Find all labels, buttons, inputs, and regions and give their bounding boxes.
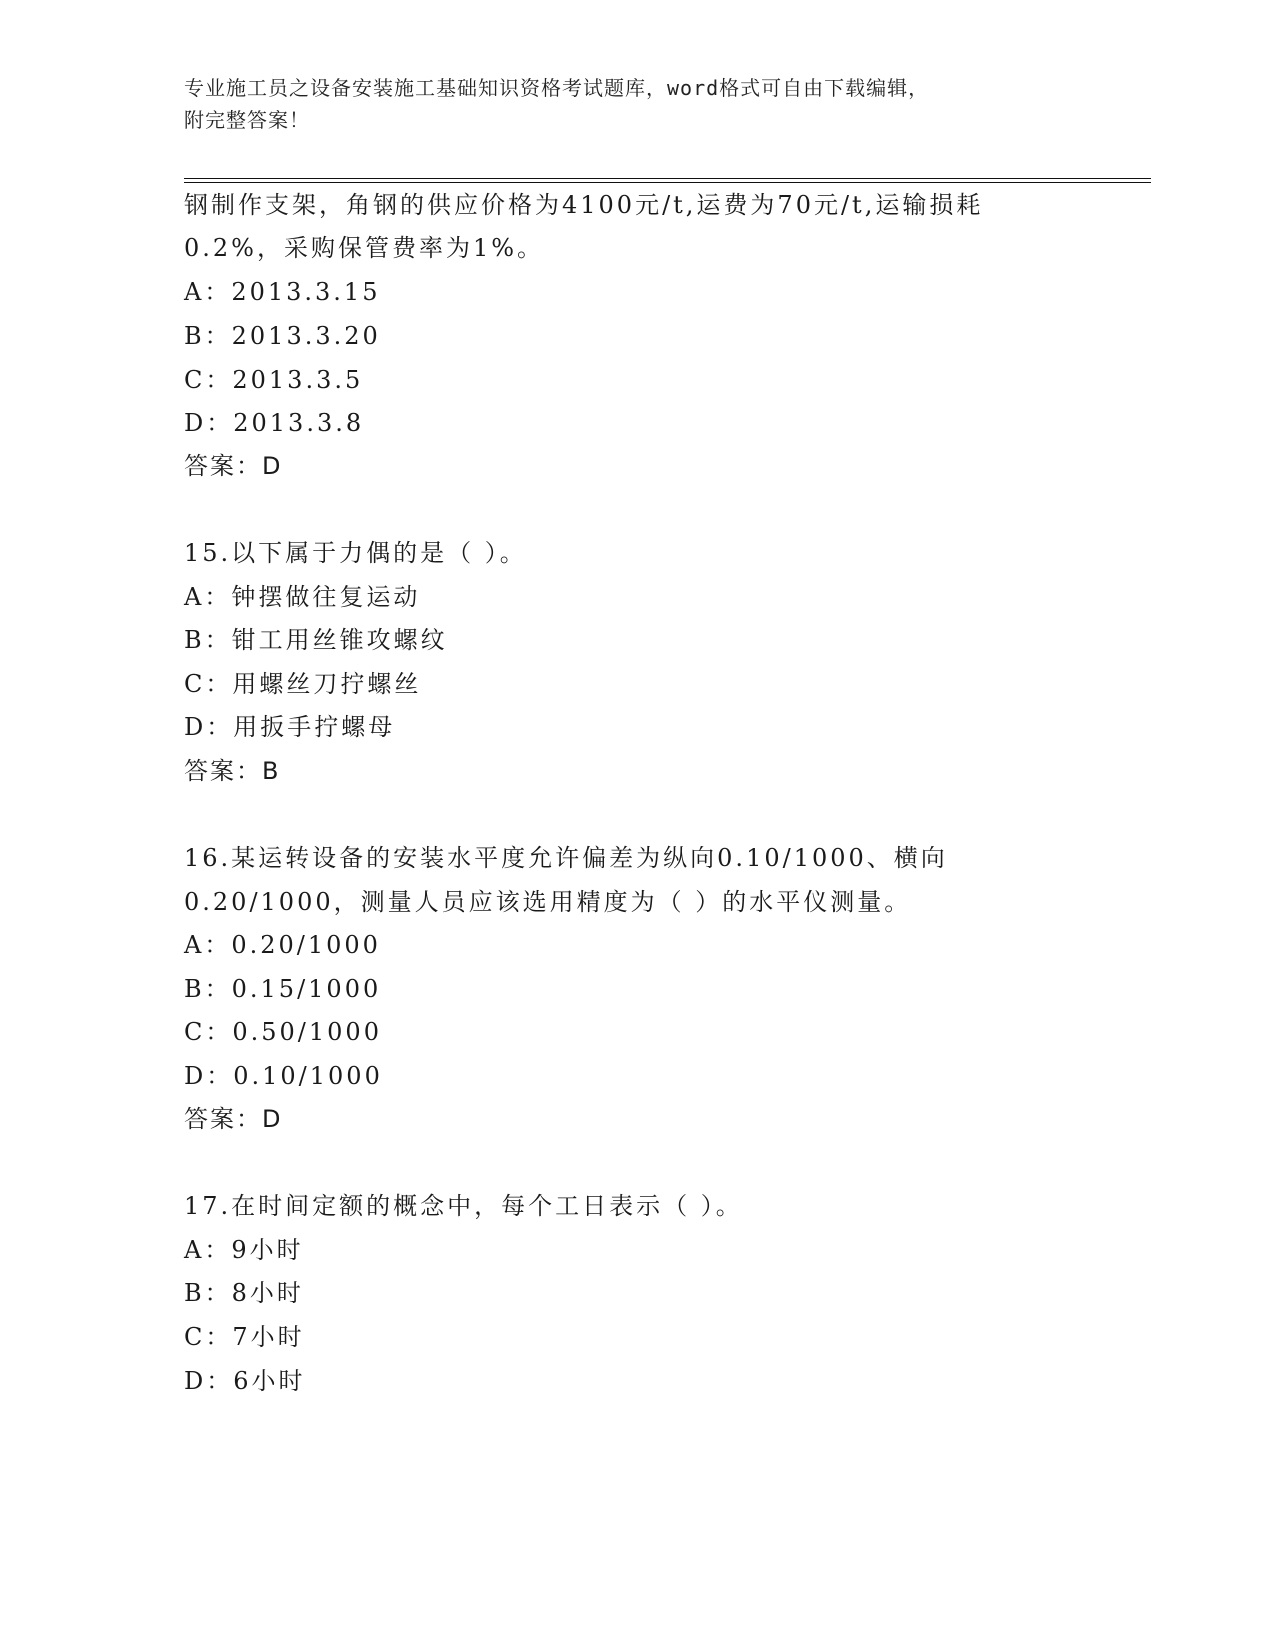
q14-option-d: D：2013.3.8 [184, 409, 365, 437]
q15-stem: 15.以下属于力偶的是（ ）。 [184, 539, 527, 567]
q14-stem-line-1: 钢制作支架，角钢的供应价格为4100元/t,运费为70元/t,运输损耗 [184, 191, 984, 219]
q17-option-b: B：8小时 [184, 1279, 304, 1307]
q16-stem-line-2: 0.20/1000，测量人员应该选用精度为（ ）的水平仪测量。 [184, 888, 912, 916]
header-divider-bottom [184, 182, 1151, 183]
q14-option-a: A：2013.3.15 [184, 278, 381, 306]
q14-stem-line-2: 0.2%，采购保管费率为1%。 [184, 234, 545, 262]
q17-stem: 17.在时间定额的概念中，每个工日表示（ ）。 [184, 1192, 743, 1220]
q14-answer: 答案：D [184, 452, 283, 480]
q14-option-c: C：2013.3.5 [184, 366, 364, 394]
q15-option-c: C：用螺丝刀拧螺丝 [184, 670, 422, 698]
q16-option-a: A：0.20/1000 [184, 931, 381, 959]
q16-option-d: D：0.10/1000 [184, 1062, 383, 1090]
q16-option-c: C：0.50/1000 [184, 1018, 382, 1046]
q15-option-b: B：钳工用丝锥攻螺纹 [184, 626, 448, 654]
q16-stem-line-1: 16.某运转设备的安装水平度允许偏差为纵向0.10/1000、横向 [184, 844, 948, 872]
document-header [184, 72, 1064, 136]
q15-answer: 答案：B [184, 757, 281, 785]
q14-option-b: B：2013.3.20 [184, 322, 381, 350]
header-divider-top [184, 178, 1151, 179]
q17-option-a: A：9小时 [184, 1236, 304, 1264]
header-line-1: 专业施工员之设备安装施工基础知识资格考试题库，word格式可自由下载编辑， [184, 76, 930, 100]
q17-option-c: C：7小时 [184, 1323, 305, 1351]
q15-option-d: D：用扳手拧螺母 [184, 713, 396, 741]
q17-option-d: D：6小时 [184, 1367, 306, 1395]
header-line-2: 附完整答案！ [184, 108, 310, 132]
q15-option-a: A：钟摆做往复运动 [184, 583, 421, 611]
q16-answer: 答案：D [184, 1105, 283, 1133]
q16-option-b: B：0.15/1000 [184, 975, 382, 1003]
